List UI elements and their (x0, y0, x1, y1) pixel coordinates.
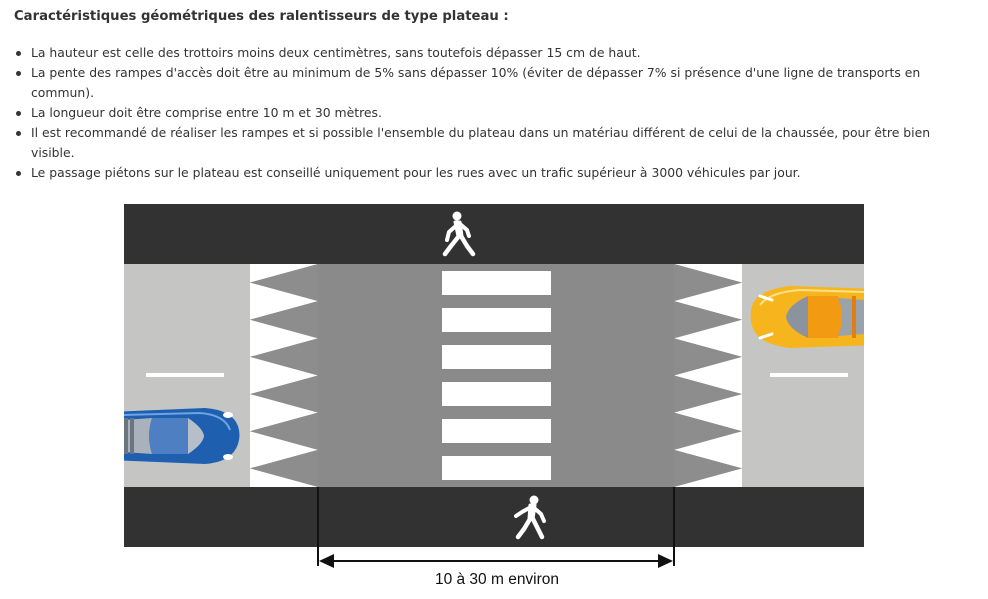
plateau (318, 264, 674, 487)
list-item: Le passage piétons sur le plateau est conseillé uniquement pour les rues avec un trafic supérieur à 3000 véhicules par jour. (14, 163, 976, 183)
sidewalk-bottom (124, 487, 864, 547)
yellow-car (751, 286, 881, 348)
sidewalk-top (124, 204, 864, 264)
lane-marking-left (146, 373, 224, 377)
ramp-right-teeth (674, 264, 742, 487)
ramp-left-teeth (250, 264, 318, 487)
blue-car (110, 408, 240, 464)
list-item: La hauteur est celle des trottoirs moins deux centimètres, sans toutefois dépasser 15 cm de haut. (14, 43, 976, 63)
list-item: La longueur doit être comprise entre 10 m et 30 mètres. (14, 103, 976, 123)
list-item: La pente des rampes d'accès doit être au minimum de 5% sans dépasser 10% (éviter de dépasser 7% si présence d'une ligne de transports en commun). (14, 63, 976, 103)
list-item: Il est recommandé de réaliser les rampes et si possible l'ensemble du plateau dans un matériau différent de celui de la chaussée, pour être bien visible. (14, 123, 976, 163)
page-heading: Caractéristiques géométriques des ralentisseurs de type plateau : (14, 9, 509, 24)
lane-marking-right (770, 373, 848, 377)
dimension-label: 10 à 30 m environ (434, 571, 560, 588)
